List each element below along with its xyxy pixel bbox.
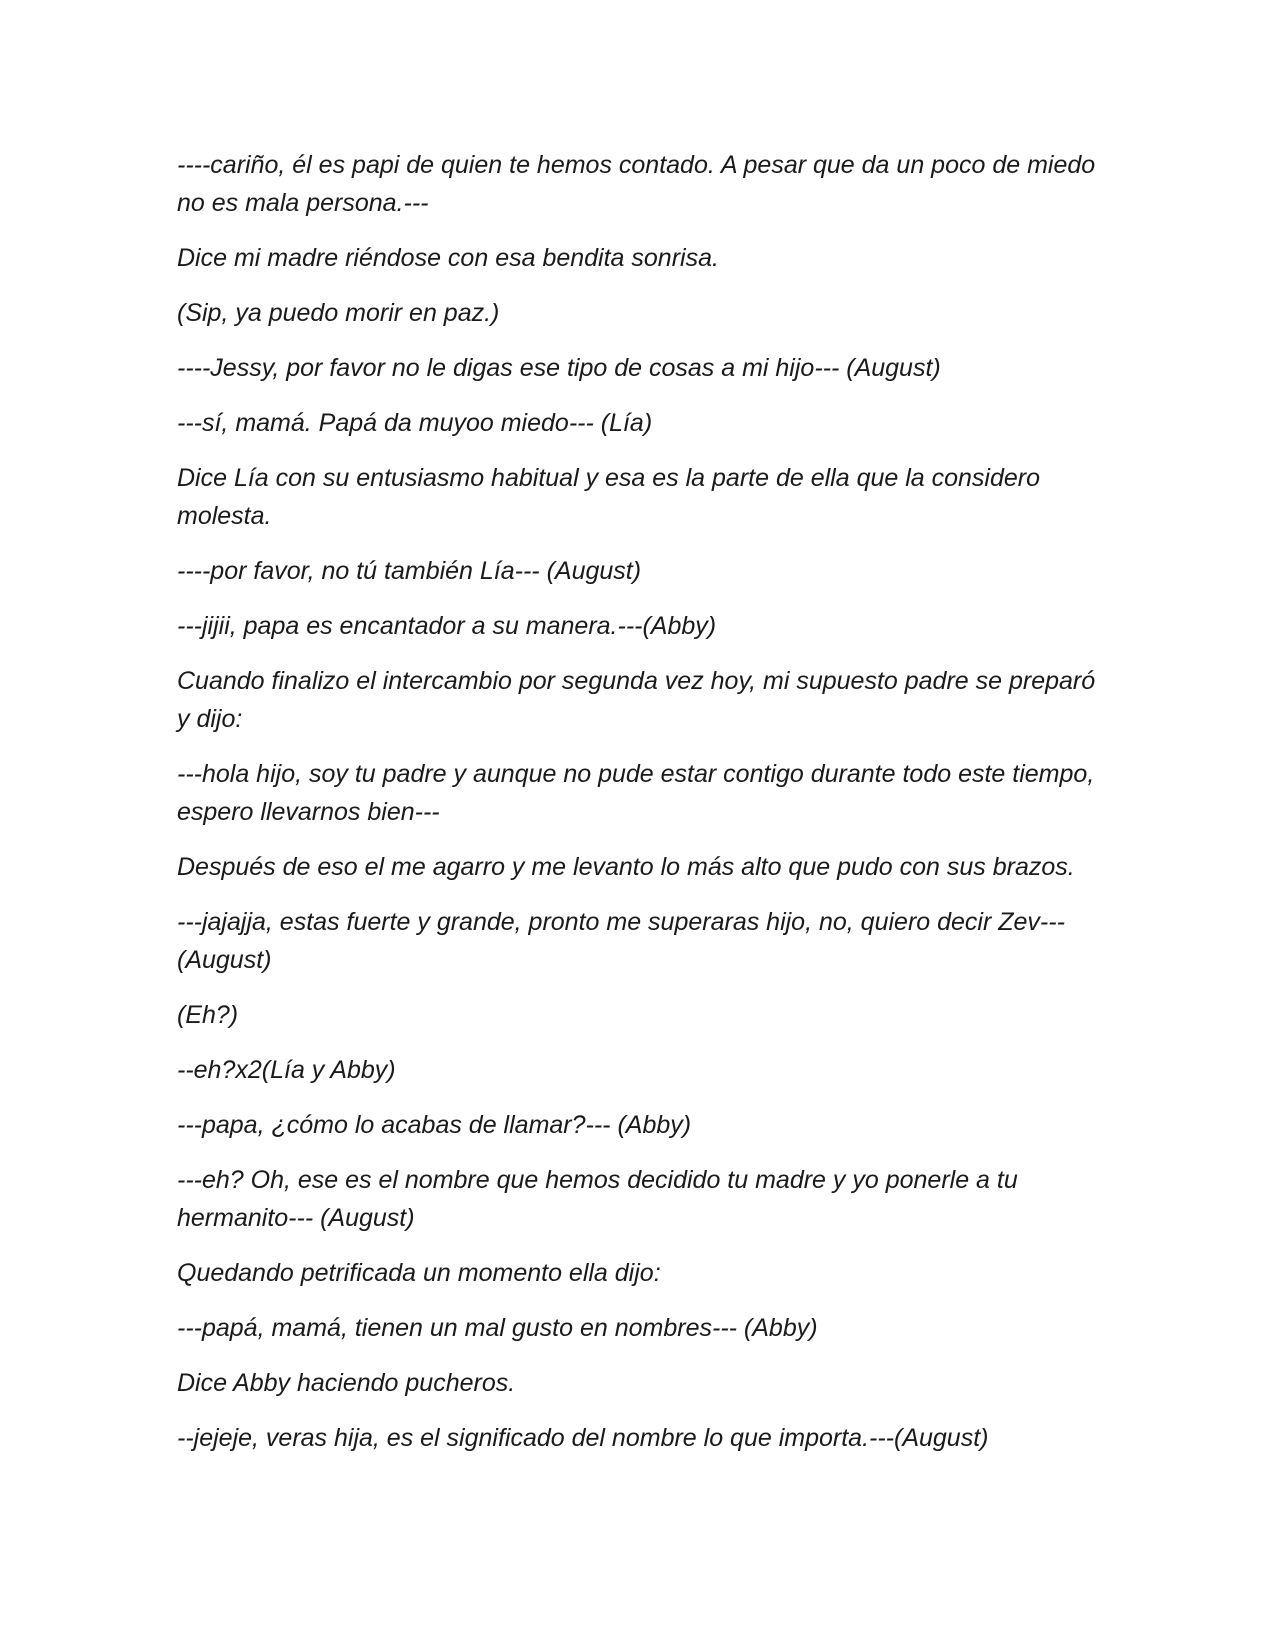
paragraph: Cuando finalizo el intercambio por segunda vez hoy, mi supuesto padre se preparó y dijo: — [177, 667, 1096, 733]
paragraph: ----Jessy, por favor no le digas ese tipo de cosas a mi hijo--- (August) — [177, 354, 941, 382]
paragraph: --eh?x2(Lía y Abby) — [177, 1056, 396, 1084]
paragraph: Quedando petrificada un momento ella dijo: — [177, 1259, 661, 1287]
paragraph: --jejeje, veras hija, es el significado del nombre lo que importa.---(August) — [177, 1424, 989, 1452]
paragraph: ---papa, ¿cómo lo acabas de llamar?--- (Abby) — [177, 1111, 692, 1139]
paragraph: ---eh? Oh, ese es el nombre que hemos decidido tu madre y yo ponerle a tu hermanito--- (August) — [177, 1166, 1018, 1232]
paragraph: ----por favor, no tú también Lía--- (August) — [177, 557, 642, 585]
paragraph: (Eh?) — [177, 1001, 239, 1029]
paragraph: ----cariño, él es papi de quien te hemos contado. A pesar que da un poco de miedo no es mala persona.--- — [177, 151, 1096, 217]
document-body — [177, 146, 1097, 1474]
paragraph: ---papá, mamá, tienen un mal gusto en nombres--- (Abby) — [177, 1314, 818, 1342]
paragraph: ---hola hijo, soy tu padre y aunque no pude estar contigo durante todo este tiempo, espero llevarnos bien--- — [177, 760, 1095, 826]
paragraph: ---jajajja, estas fuerte y grande, pronto me superaras hijo, no, quiero decir Zev--- (August) — [177, 908, 1065, 974]
paragraph: (Sip, ya puedo morir en paz.) — [177, 299, 500, 327]
paragraph: Dice mi madre riéndose con esa bendita sonrisa. — [177, 244, 719, 272]
paragraph: Después de eso el me agarro y me levanto lo más alto que pudo con sus brazos. — [177, 853, 1075, 881]
paragraph: ---sí, mamá. Papá da muyoo miedo--- (Lía) — [177, 409, 653, 437]
paragraph: ---jijii, papa es encantador a su manera.---(Abby) — [177, 612, 717, 640]
paragraph: Dice Lía con su entusiasmo habitual y esa es la parte de ella que la considero molesta. — [177, 464, 1041, 530]
paragraph: Dice Abby haciendo pucheros. — [177, 1369, 516, 1397]
